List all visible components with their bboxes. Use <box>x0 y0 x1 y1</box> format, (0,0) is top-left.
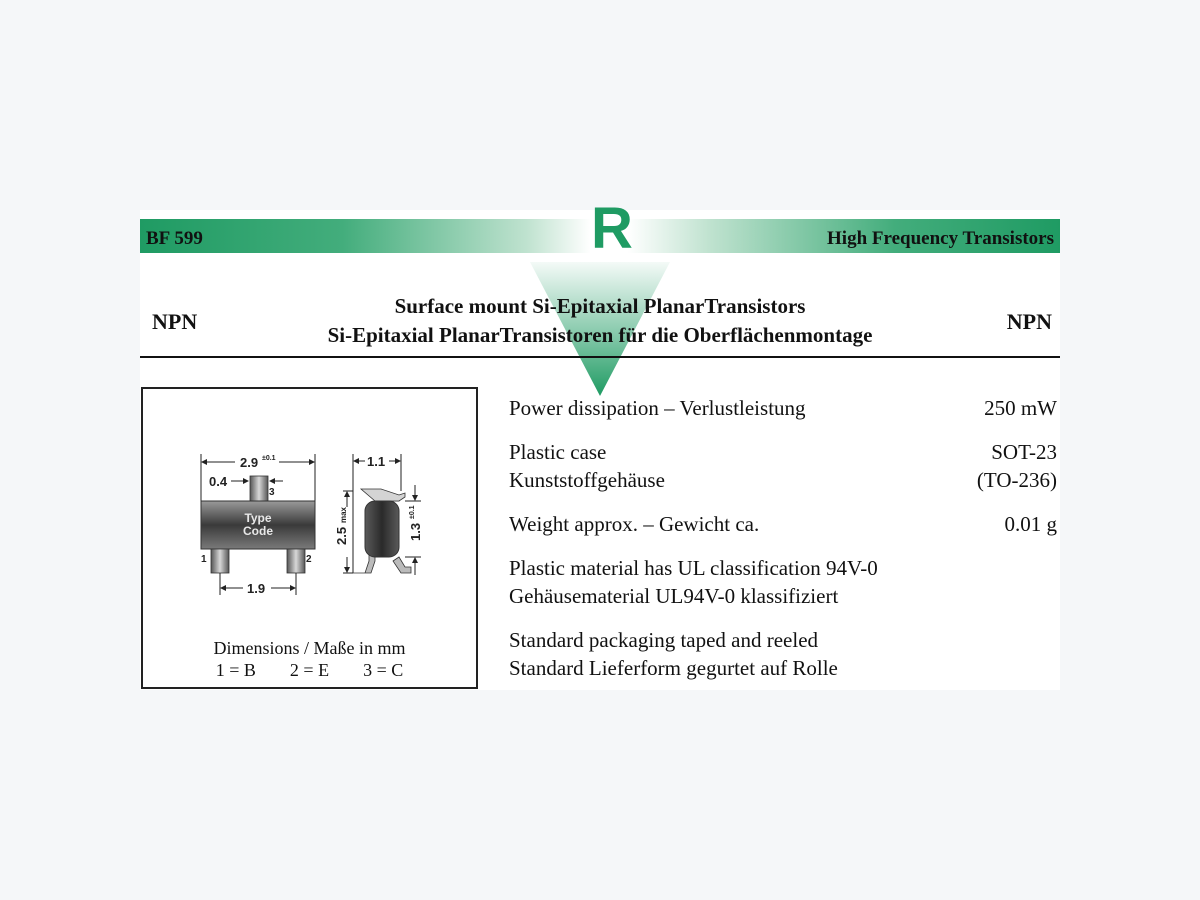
spec-label: Standard packaging taped and reeled <box>509 628 819 652</box>
dim-side-label: 1.1 <box>367 454 386 469</box>
dimensions-caption <box>143 637 476 681</box>
spec-row-packaging-en <box>509 626 1057 654</box>
title-divider <box>140 356 1060 358</box>
brand-logo: R <box>591 196 633 261</box>
spec-value: (TO-236) <box>976 468 1057 492</box>
pin-map-3: 3 = C <box>363 660 404 680</box>
dim-height-label: 2.5 <box>334 526 349 545</box>
sot23-outline-drawing <box>143 389 476 629</box>
spec-label: Plastic material has UL classification 94V-0 <box>509 556 878 580</box>
spec-row-ul-en <box>509 554 1057 582</box>
pin-assignment <box>143 659 476 681</box>
body-label-type: Type <box>244 511 272 525</box>
spec-list <box>509 394 1057 682</box>
spec-row-weight <box>509 510 1057 538</box>
polarity-left: NPN <box>152 309 198 334</box>
spec-label: Kunststoffgehäuse <box>509 468 665 492</box>
spec-row-case-en <box>509 438 1057 466</box>
pin3-label: 3 <box>269 487 275 498</box>
spec-label: Gehäusematerial UL94V-0 klassifiziert <box>509 584 839 608</box>
spec-row-packaging-de <box>509 654 1057 682</box>
product-category: High Frequency Transistors <box>827 228 1054 249</box>
spec-value: 250 mW <box>984 396 1057 420</box>
dim-pitch-label: 1.9 <box>247 581 266 596</box>
pin1-label: 1 <box>201 554 207 565</box>
spec-label: Weight approx. – Gewicht ca. <box>509 512 760 536</box>
spec-row-power <box>509 394 1057 422</box>
pin-map-1: 1 = B <box>215 660 256 680</box>
spec-label: Standard Lieferform gegurtet auf Rolle <box>509 656 838 680</box>
spec-row-ul-de <box>509 582 1057 610</box>
package-drawing-box <box>141 387 478 689</box>
spec-value: 0.01 g <box>1004 512 1057 536</box>
pin-map-2: 2 = E <box>289 660 330 680</box>
spec-value: SOT-23 <box>991 440 1057 464</box>
body-label-code: Code <box>243 524 273 538</box>
dimensions-unit-note: Dimensions / Maße in mm <box>213 638 406 658</box>
polarity-right: NPN <box>1006 309 1052 334</box>
spec-label: Power dissipation – Verlustleistung <box>509 396 806 420</box>
pin2-label: 2 <box>306 554 312 565</box>
dim-thickness-label: 1.3 <box>408 522 423 541</box>
dim-width-label: 2.9 <box>240 455 259 470</box>
title-german: Si-Epitaxial PlanarTransistoren für die Oberflächenmontage <box>327 323 873 347</box>
title-block <box>250 292 950 350</box>
dim-height-suffix: max <box>339 506 348 523</box>
title-english: Surface mount Si-Epitaxial PlanarTransistors <box>394 294 806 318</box>
dim-thickness-tol-label: ±0.1 <box>409 505 416 519</box>
spec-label: Plastic case <box>509 440 607 464</box>
spec-row-case-de <box>509 466 1057 494</box>
dim-lead-label: 0.4 <box>209 474 228 489</box>
part-number: BF 599 <box>146 228 203 249</box>
dim-width-tol-label: ±0.1 <box>262 455 276 462</box>
